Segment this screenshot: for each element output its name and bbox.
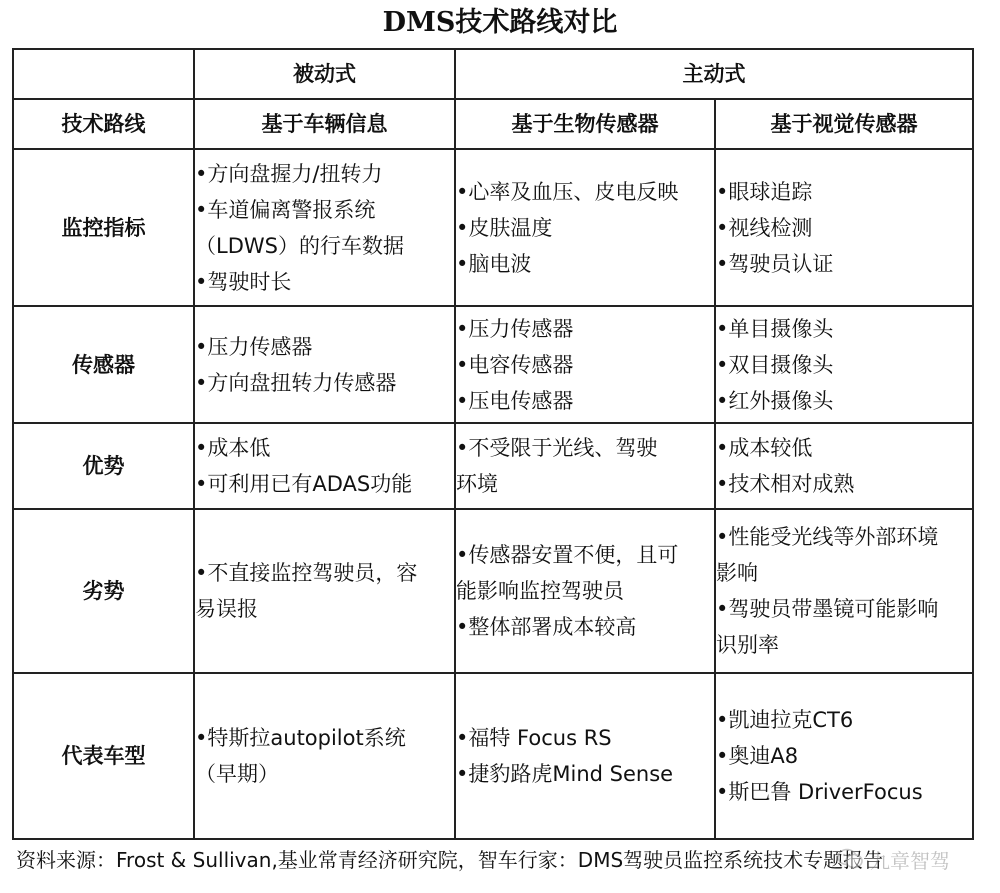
route-label: 技术路线 [13,99,194,149]
watermark [836,841,950,877]
cell-line: •斯巴鲁 DriverFocus [716,780,923,804]
advantage-bio-cell [455,423,715,509]
cell-line: •压力传感器 [456,316,574,341]
cell-line: •压电传感器 [456,388,574,413]
cell-line: •方向盘扭转力传感器 [195,370,397,395]
row-monitor [13,149,973,306]
cell-line: •成本低 [195,436,271,460]
cell-line: •驾驶时长 [195,269,292,294]
cell-line: •奥迪A8 [716,744,799,768]
models-bio-cell [455,673,715,839]
col-vehicle-info: 基于车辆信息 [194,99,455,149]
advantage-visual-cell [715,423,973,509]
row-label-advantage: 优势 [13,423,194,509]
group-header-row [13,49,973,99]
source-footnote: 资料来源：Frost & Sullivan,基业常青经济研究院，智车行家：DMS驾驶员监控系统技术专题报告 [16,848,884,872]
sensor-bio-cell [455,306,715,423]
cell-line: 影响 [716,561,758,585]
comparison-table [12,48,974,840]
cell-line: •视线检测 [716,215,813,240]
cell-line: •驾驶员认证 [716,251,834,276]
monitor-vehicle-cell [194,149,455,306]
cell-line: •凯迪拉克CT6 [716,708,854,732]
row-label-monitor: 监控指标 [13,149,194,306]
cell-line: •不直接监控驾驶员，容 [195,561,418,585]
monitor-bio-cell [455,149,715,306]
sensor-visual-cell [715,306,973,423]
cell-line: （LDWS）的行车数据 [195,233,404,258]
cell-line: •压力传感器 [195,334,313,359]
cell-line: •心率及血压、皮电反映 [456,179,679,204]
row-sensor [13,306,973,423]
models-visual-cell [715,673,973,839]
cell-line: •技术相对成熟 [716,472,855,496]
cell-line: •车道偏离警报系统 [195,197,376,222]
cell-line: •眼球追踪 [716,179,813,204]
cell-line: •电容传感器 [456,352,574,377]
monitor-visual-cell [715,149,973,306]
group-passive: 被动式 [194,49,455,99]
cell-line: 易误报 [195,597,258,621]
cell-line: •性能受光线等外部环境 [716,525,939,549]
cell-line: •红外摄像头 [716,388,834,413]
cell-line: •传感器安置不便，且可 [456,543,679,567]
column-header-row [13,99,973,149]
watermark-text: 九章智驾 [870,848,950,873]
advantage-vehicle-cell [194,423,455,509]
cell-line: •单目摄像头 [716,316,834,341]
cell-line: 能影响监控驾驶员 [456,579,624,603]
row-advantage [13,423,973,509]
disadvantage-visual-cell [715,509,973,673]
cell-line: •福特 Focus RS [456,726,612,750]
cell-line: •方向盘握力/扭转力 [195,161,383,186]
cell-line: 环境 [456,472,498,496]
row-models [13,673,973,839]
col-bio-sensor: 基于生物传感器 [455,99,715,149]
cell-line: •脑电波 [456,251,532,276]
cell-line: •成本较低 [716,436,813,460]
row-label-disadvantage: 劣势 [13,509,194,673]
cell-line: •不受限于光线、驾驶 [456,436,658,460]
cell-line: •驾驶员带墨镜可能影响 [716,597,939,621]
disadvantage-bio-cell [455,509,715,673]
col-visual-sensor: 基于视觉传感器 [715,99,973,149]
cell-line: •捷豹路虎Mind Sense [456,762,674,786]
row-disadvantage [13,509,973,673]
cell-line: •可利用已有ADAS功能 [195,472,413,496]
wechat-icon [836,847,864,871]
models-vehicle-cell [194,673,455,839]
page-title: DMS技术路线对比 [382,7,618,38]
disadvantage-vehicle-cell [194,509,455,673]
sensor-vehicle-cell [194,306,455,423]
row-label-sensor: 传感器 [13,306,194,423]
cell-line: •皮肤温度 [456,215,553,240]
corner-cell [13,49,194,99]
cell-line: •整体部署成本较高 [456,615,637,639]
cell-line: （早期） [195,762,279,786]
cell-line: 识别率 [716,633,779,657]
row-label-models: 代表车型 [13,673,194,839]
cell-line: •双目摄像头 [716,352,834,377]
cell-line: •特斯拉autopilot系统 [195,726,406,750]
group-active: 主动式 [455,49,973,99]
